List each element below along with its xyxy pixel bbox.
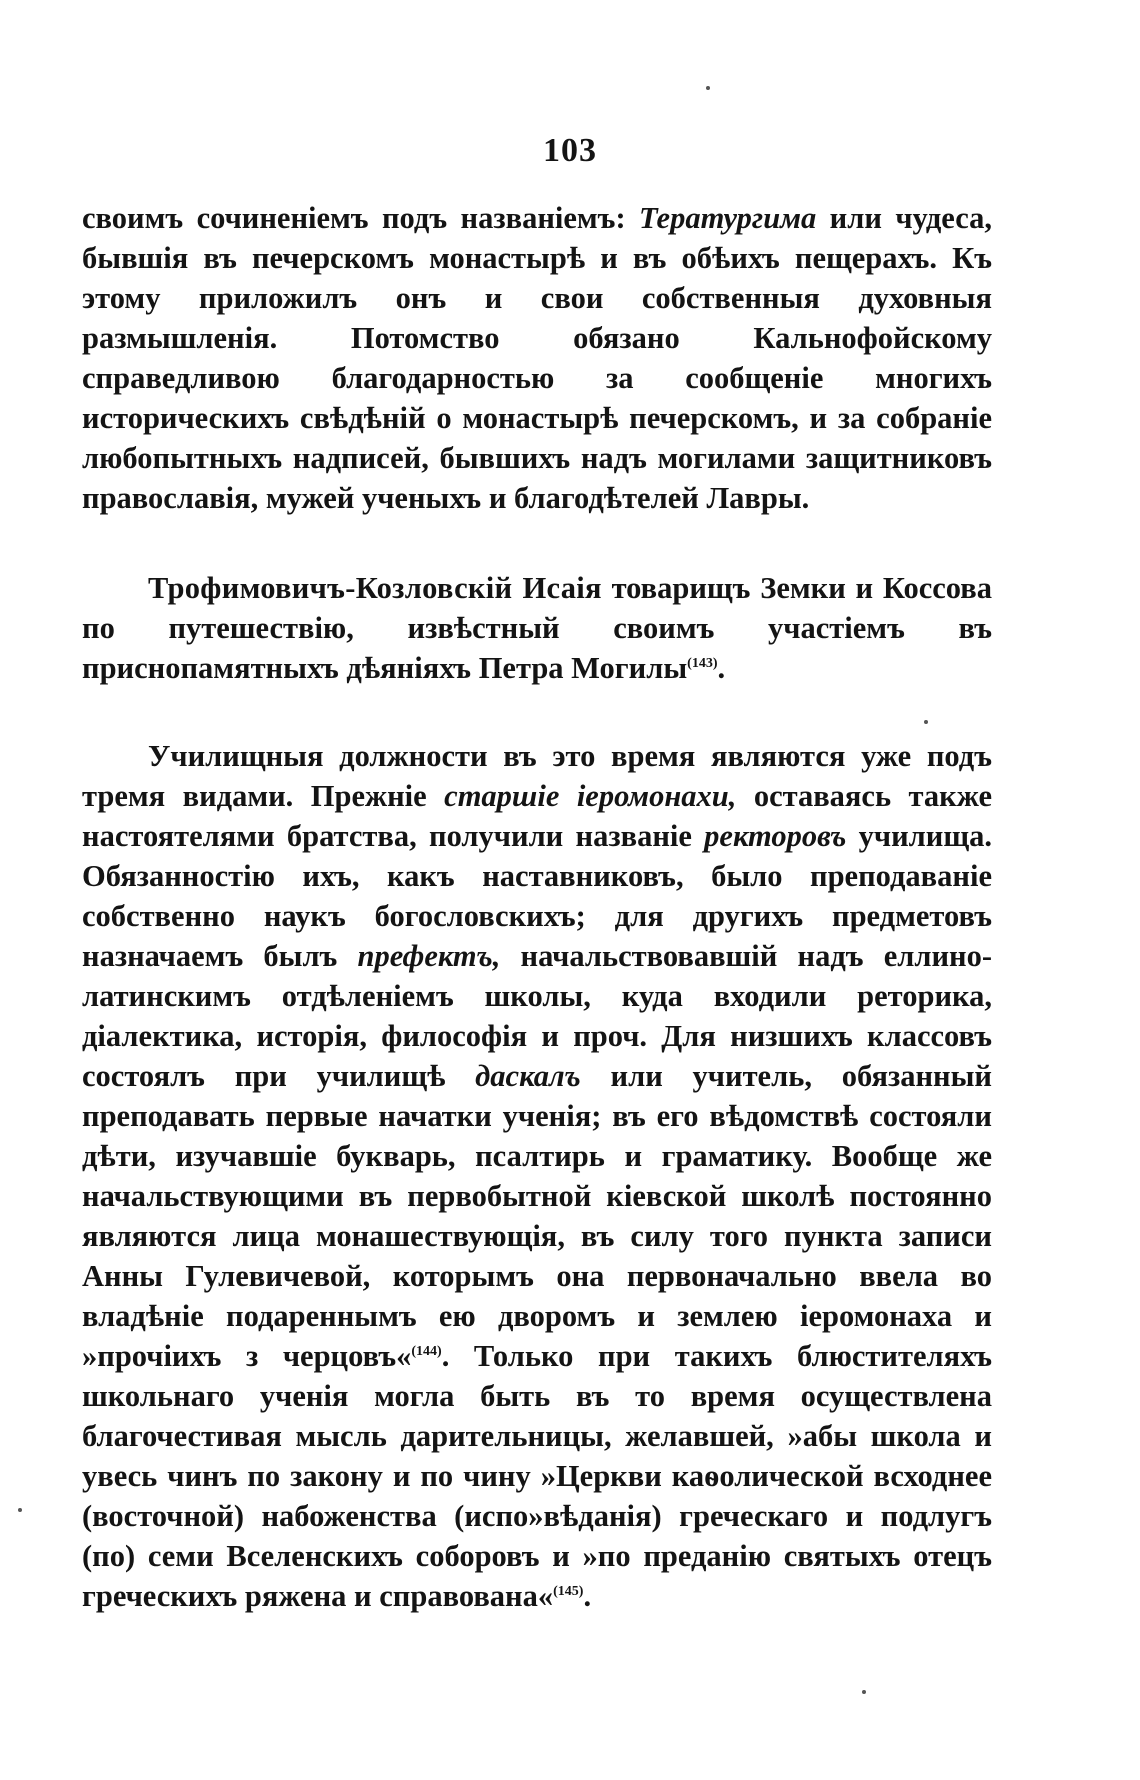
term-daskal: даскалъ (475, 1059, 581, 1093)
footnote-ref: (143) (687, 655, 718, 671)
term-senior-hieromonks: старшіе іеромонахи, (444, 779, 737, 813)
person-name: Трофимовичъ-Козловскій Исаія (148, 571, 602, 605)
term-rectors: ректоровъ (704, 819, 847, 853)
print-speck (862, 1690, 866, 1694)
print-speck (924, 720, 928, 724)
paragraph-school-offices: Училищныя должности въ это время являются уже подъ тремя видами. Прежніе старшіе іеромонахи, оставаясь также настоятелями братства, получили названіе ректоровъ училища. Обязанностію ихъ, какъ наставниковъ, было преподаваніе собственно наукъ богословскихъ; для другихъ предметовъ назначаемъ былъ префектъ, начальствовавшій надъ еллино-латинскимъ отдѣленіемъ школы, куда входили реторика, діалектика, исторія, философія и проч. Для низшихъ классовъ состоялъ при училищѣ даскалъ или учитель, обязанный преподавать первые начатки ученія; въ его вѣдомствѣ состояли дѣти, изучавшіе букварь, псалтирь и граматику. Вообще же начальствующими въ первобытной кіевской школѣ постоянно являются лица монашествующія, въ силу того пункта записи Анны Гулевичевой, которымъ она первоначально ввела во владѣніе подареннымъ ею дворомъ и землею іеромонаха и »прочіихъ з черцовъ«$^{(144)}$. Только при такихъ блюстителяхъ школьнаго ученія могла быть въ то время осуществлена благочестивая мысль дарительницы, желавшей, »абы школа и увесь чинъ по закону и по чину »Церкви каѳолической всходнее (восточной) набоженства (испо»вѣданія) греческаго и подлугъ (по) семи Вселенскихъ соборовъ и »по преданію святыхъ отецъ греческихъ ряжена и справована«$^{(145)}$. (82, 739, 993, 1613)
print-speck (706, 86, 710, 90)
print-speck (18, 1508, 22, 1512)
footnote-ref: (145) (553, 1583, 584, 1599)
page-number: 103 (543, 132, 597, 169)
paragraph-kalnofoysky: своимъ сочиненіемъ подъ названіемъ: Тератургима или чудеса, бывшія въ печерскомъ монастырѣ и въ обѣихъ пещерахъ. Къ этому приложилъ онъ и свои собственныя духовныя размышленія. Потомство обязано Кальнофойскому справедливою благодарностью за сообщеніе многихъ историческихъ свѣдѣній о монастырѣ печерскомъ, и за собраніе любопытныхъ надписей, бывшихъ надъ могилами защитниковъ православія, мужей ученыхъ и благодѣтелей Лавры. (82, 201, 992, 515)
footnote-ref: (144) (411, 1343, 442, 1359)
term-prefect: префектъ, (357, 939, 501, 973)
paragraph-kozlovsky: Трофимовичъ-Козловскій Исаія товарищъ Земки и Коссова по путешествію, извѣстный своимъ участіемъ въ приснопамятныхъ дѣяніяхъ Петра Могилы$^{(143)}$. (82, 571, 992, 685)
work-title: Тератургима (639, 201, 817, 235)
